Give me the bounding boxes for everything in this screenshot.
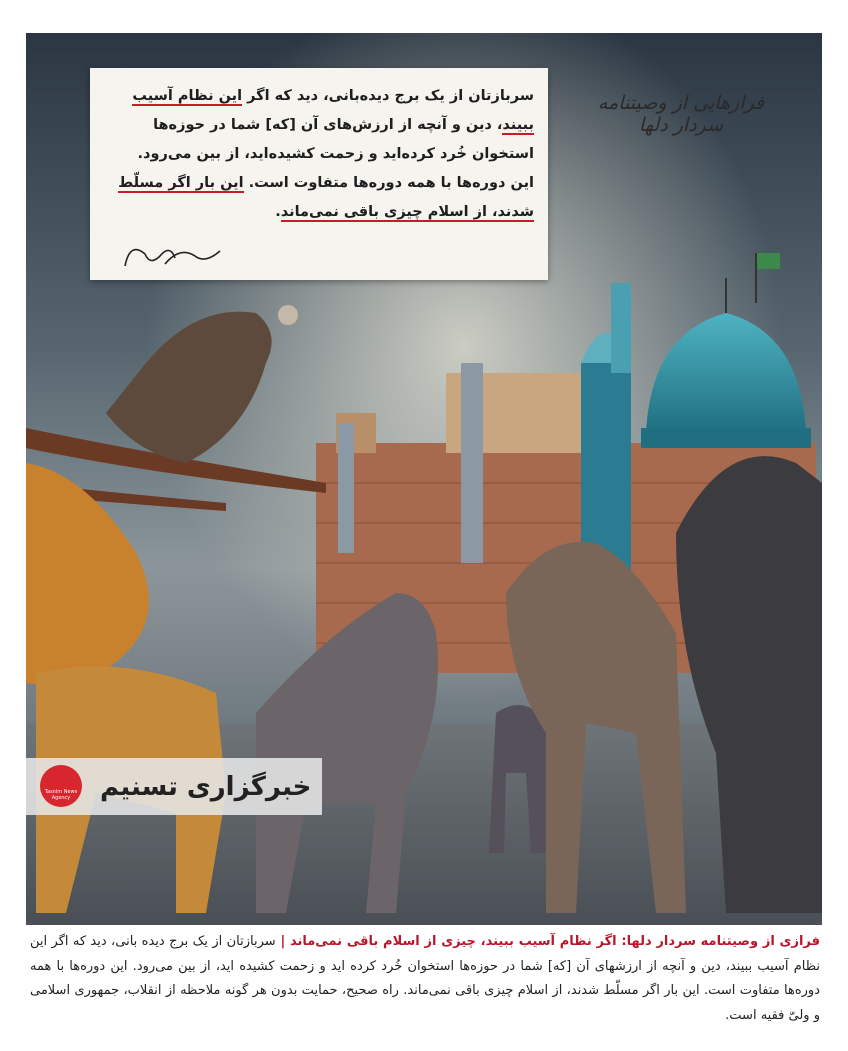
quote-line-1-text: سربازتان از یک برج دیده‌بانی، دید که اگر: [242, 88, 534, 104]
quote-line-1: [104, 82, 534, 111]
quote-line-4-text: این دوره‌ها با همه دوره‌ها متفاوت است.: [243, 175, 534, 191]
tasnim-logo-icon: [40, 765, 82, 807]
caption-body: سربازتان از یک برج دیده بانی، دید که اگر این نظام آسیب ببیند، دین و آنچه از ارزشهای آن [که] شما در حوزه‌ها استخوان خُرد کرده اید و زحمت کشیده اید، از بین می‌رود. این دوره‌ها با همه دوره‌ها متفاوت است. این بار اگر مسلّط شدند، از اسلام چیزی باقی نمی‌ماند. راه صحیح، حمایت بدون هر گونه ملاحظه از انقلاب، جمهوری اسلامی و ولیّ فقیه است.: [30, 934, 820, 1023]
quote-line-3: استخوان خُرد کرده‌اید و زحمت کشیده‌اید، از بین می‌رود.: [137, 146, 534, 162]
quote-line-5: [104, 198, 534, 227]
series-title: فرازهایی از وصیتنامه سردار دلها: [597, 92, 765, 136]
dome-drum: [641, 428, 811, 448]
quote-highlight-1: این نظام آسیب: [132, 88, 243, 104]
quote-line-4: [104, 169, 534, 198]
quote-line-2: [104, 111, 534, 140]
caption-separator: |: [275, 934, 290, 949]
flag: [756, 253, 780, 269]
vulture-head: [278, 305, 298, 325]
quote-text: [104, 82, 534, 227]
caption-title: فرازی از وصیتنامه سردار دلها: اگر نظام آسیب ببیند، چیزی از اسلام باقی نمی‌ماند: [289, 934, 821, 949]
quote-highlight-3: این بار اگر مسلّط: [118, 175, 244, 191]
minaret-spire: [611, 283, 631, 373]
quote-line-2-text: ، دین و آنچه از ارزش‌های آن [که] شما در حوزه‌ها: [153, 117, 503, 133]
caption: [30, 930, 820, 1028]
quote-highlight-2: ببیند: [502, 117, 534, 133]
signature: [120, 236, 230, 276]
logo-name: خبرگزاری تسنیم: [100, 771, 312, 802]
quote-highlight-4: شدند، از اسلام چیزی باقی نمی‌ماند: [280, 204, 534, 220]
quote-card: [90, 68, 548, 280]
logo-band: [26, 758, 322, 815]
logo-badge-text: Tasnim News Agency: [44, 789, 78, 801]
quote-line-5-end: .: [275, 204, 281, 220]
minaret-left: [461, 363, 483, 563]
minaret-far-left: [338, 423, 354, 553]
